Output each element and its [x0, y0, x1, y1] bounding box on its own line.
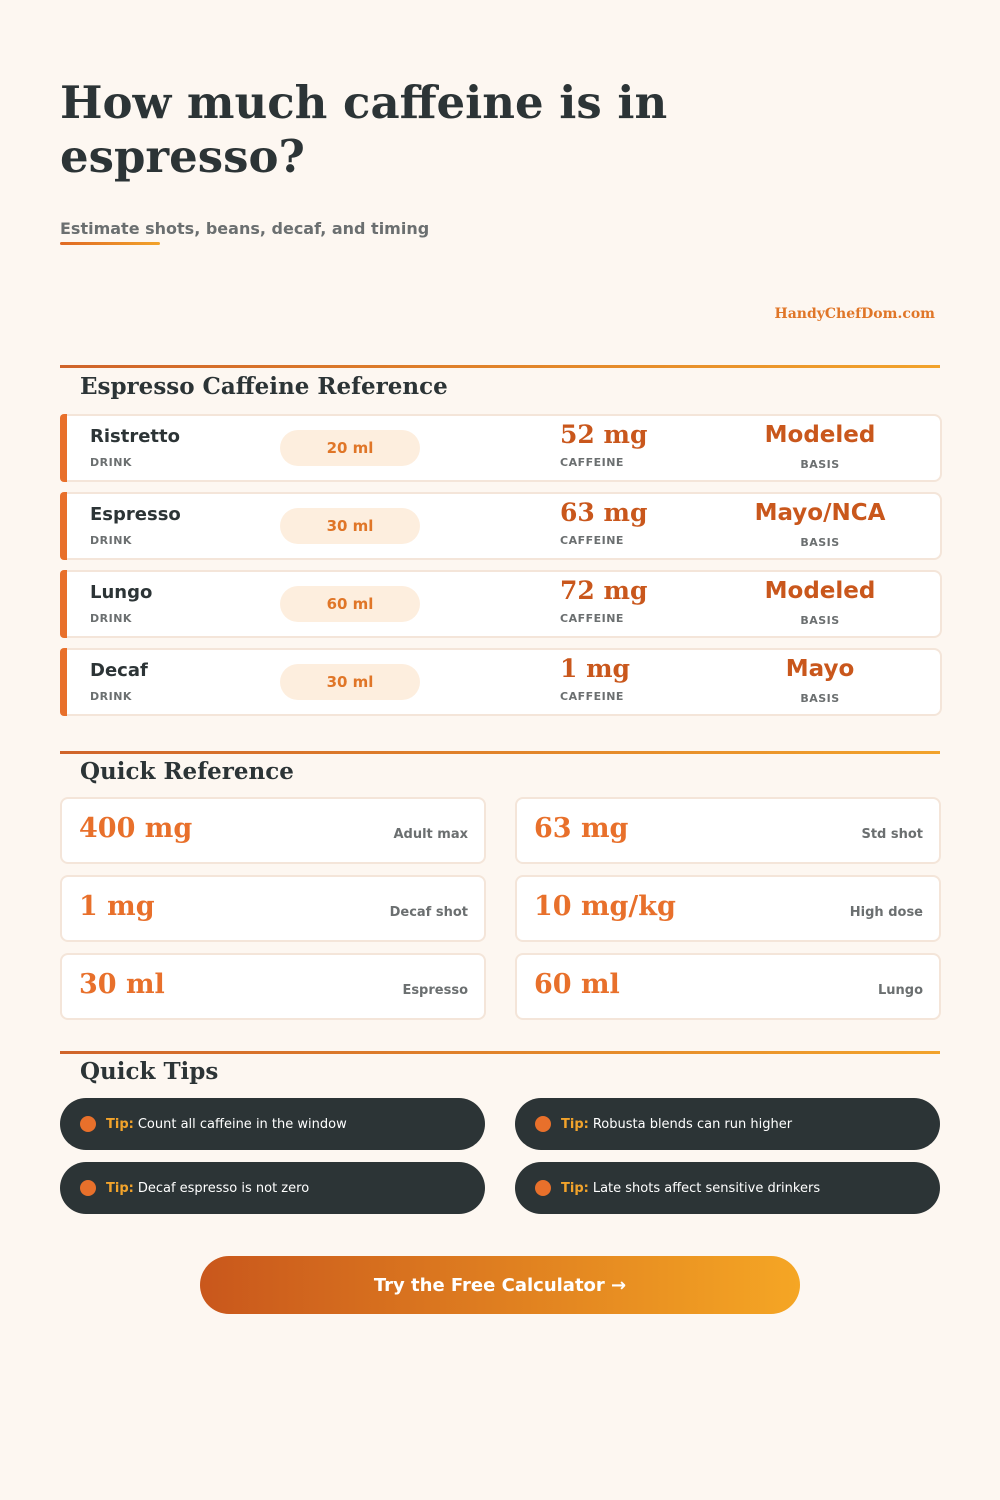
quick-reference-card — [60, 797, 486, 864]
bullet-dot-icon — [80, 1116, 96, 1132]
drink-label: DRINK — [90, 612, 132, 625]
brand-link[interactable]: HandyChefDom.com — [774, 306, 935, 322]
quick-reference-value: 400 mg — [79, 813, 193, 844]
section-divider — [60, 1051, 940, 1054]
tip-pill — [515, 1162, 940, 1214]
basis-label: BASIS — [800, 614, 840, 627]
row-accent-bar — [60, 492, 67, 560]
reference-row-espresso — [60, 492, 942, 560]
tip-prefix: Tip: — [106, 1116, 134, 1132]
try-calculator-button[interactable]: Try the Free Calculator → — [200, 1256, 800, 1314]
bullet-dot-icon — [535, 1116, 551, 1132]
basis-value: Modeled — [764, 422, 876, 448]
drink-label: DRINK — [90, 690, 132, 703]
caffeine-label: CAFFEINE — [560, 690, 624, 703]
quick-reference-card — [515, 953, 941, 1020]
quick-reference-card — [60, 875, 486, 942]
section-divider — [60, 365, 940, 368]
tip-pill — [515, 1098, 940, 1150]
caffeine-label: CAFFEINE — [560, 534, 624, 547]
volume-pill: 60 ml — [280, 586, 420, 622]
drink-label: DRINK — [90, 456, 132, 469]
volume-pill: 20 ml — [280, 430, 420, 466]
quick-reference-card — [515, 797, 941, 864]
basis-value: Mayo/NCA — [754, 500, 886, 526]
quick-reference-label: Decaf shot — [389, 905, 468, 920]
row-accent-bar — [60, 648, 67, 716]
caffeine-label: CAFFEINE — [560, 612, 624, 625]
row-accent-bar — [60, 414, 67, 482]
drink-name: Espresso — [90, 504, 181, 525]
tip-prefix: Tip: — [561, 1116, 589, 1132]
basis-value: Mayo — [785, 656, 855, 682]
quick-reference-title: Quick Reference — [80, 758, 294, 785]
drink-label: DRINK — [90, 534, 132, 547]
quick-tips-title: Quick Tips — [80, 1058, 219, 1085]
quick-reference-value: 1 mg — [79, 891, 155, 922]
drink-name: Lungo — [90, 582, 153, 603]
page-subtitle: Estimate shots, beans, decaf, and timing — [60, 219, 430, 238]
drink-name: Ristretto — [90, 426, 181, 447]
caffeine-value: 52 mg — [560, 420, 648, 449]
page-title: How much caffeine is in espresso? — [60, 76, 668, 183]
quick-reference-value: 30 ml — [79, 969, 165, 1000]
tip-prefix: Tip: — [106, 1180, 134, 1196]
section-divider — [60, 751, 940, 754]
quick-reference-value: 63 mg — [534, 813, 629, 844]
tip-prefix: Tip: — [561, 1180, 589, 1196]
caffeine-label: CAFFEINE — [560, 456, 624, 469]
caffeine-value: 72 mg — [560, 576, 648, 605]
row-accent-bar — [60, 570, 67, 638]
tip-text: Decaf espresso is not zero — [137, 1180, 310, 1196]
quick-reference-value: 10 mg/kg — [534, 891, 676, 922]
quick-reference-label: Espresso — [402, 983, 468, 998]
quick-reference-label: Adult max — [393, 827, 468, 842]
quick-reference-card — [60, 953, 486, 1020]
tip-text: Robusta blends can run higher — [592, 1116, 793, 1132]
tip-text: Count all caffeine in the window — [137, 1116, 347, 1132]
basis-label: BASIS — [800, 458, 840, 471]
reference-row-decaf — [60, 648, 942, 716]
quick-reference-label: Std shot — [861, 827, 923, 842]
basis-label: BASIS — [800, 536, 840, 549]
reference-row-ristretto — [60, 414, 942, 482]
volume-pill: 30 ml — [280, 664, 420, 700]
reference-section-title: Espresso Caffeine Reference — [80, 373, 448, 400]
subtitle-underline — [60, 242, 160, 245]
tip-pill — [60, 1098, 485, 1150]
caffeine-value: 63 mg — [560, 498, 648, 527]
drink-name: Decaf — [90, 660, 148, 681]
quick-reference-card — [515, 875, 941, 942]
caffeine-value: 1 mg — [560, 654, 631, 683]
bullet-dot-icon — [535, 1180, 551, 1196]
tip-pill — [60, 1162, 485, 1214]
quick-reference-label: Lungo — [877, 983, 923, 998]
reference-row-lungo — [60, 570, 942, 638]
tip-text: Late shots affect sensitive drinkers — [592, 1180, 821, 1196]
basis-value: Modeled — [764, 578, 876, 604]
quick-reference-label: High dose — [849, 905, 923, 920]
volume-pill: 30 ml — [280, 508, 420, 544]
bullet-dot-icon — [80, 1180, 96, 1196]
basis-label: BASIS — [800, 692, 840, 705]
quick-reference-value: 60 ml — [534, 969, 620, 1000]
